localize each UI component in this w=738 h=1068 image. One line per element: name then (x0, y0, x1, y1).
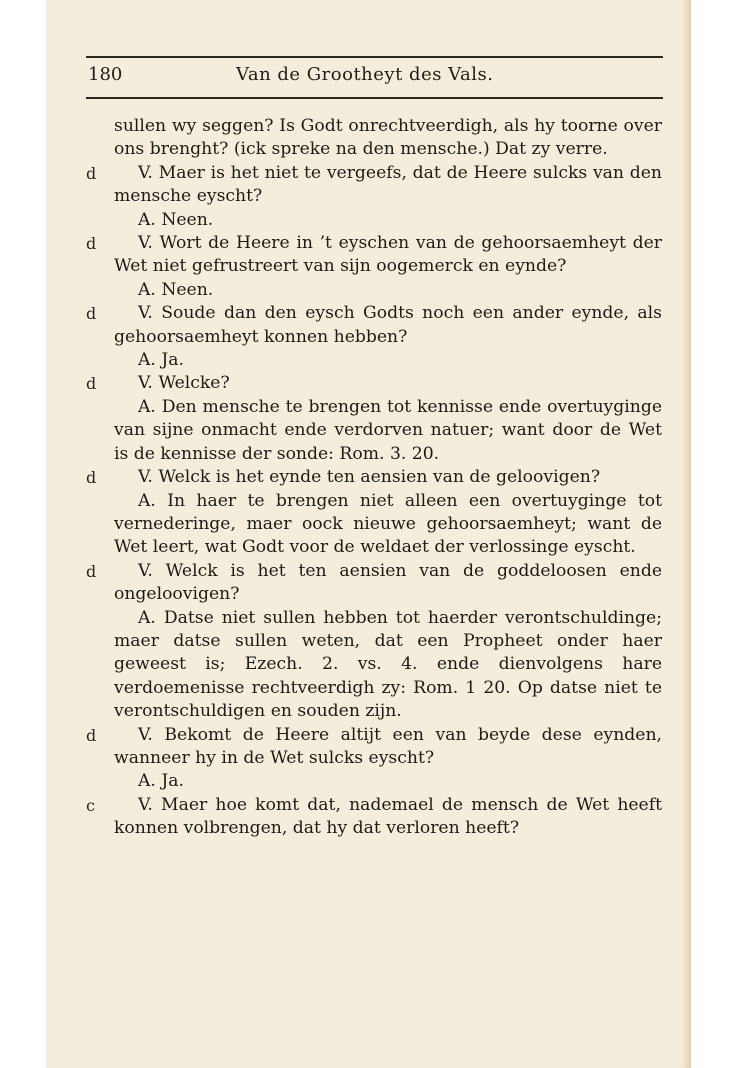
paragraph (114, 770, 662, 793)
paragraph (86, 232, 662, 279)
paragraph (86, 302, 662, 349)
margin-marker: d (86, 468, 97, 488)
paragraph-text: V. Soude dan den eysch Godts noch een ander eynde, als gehoorsaemheyt konnen hebben? (114, 303, 662, 347)
paragraph (86, 372, 662, 395)
paragraph (114, 490, 662, 560)
paragraph (86, 162, 662, 209)
paragraph (114, 349, 662, 372)
paragraph (86, 560, 662, 607)
paragraph-text: V. Welck is het eynde ten aensien van de geloovigen? (138, 467, 601, 488)
margin-marker: d (86, 561, 97, 581)
margin-marker: c (86, 795, 95, 815)
paragraph-text: A. Neen. (138, 279, 214, 300)
body-text (86, 115, 662, 841)
paragraph-text: A. In haer te brengen niet alleen een overtuyginge tot vernederinge, maer oock nieuwe gehoorsaemheyt; want de Wet leert, wat Godt voor de weldaet der verlossinge eyscht. (114, 490, 662, 558)
paragraph-text: V. Welcke? (138, 373, 230, 394)
margin-marker: d (86, 304, 97, 324)
paragraph-text: A. Datse niet sullen hebben tot haerder verontschuldinge; maer datse sullen weten, dat een Propheet onder haer geweest is; Ezech. 2. vs. 4. ende dienvolgens hare verdoemenisse rechtveerdigh zy: Rom. 1 20. Op datse niet te verontschuldigen en souden zijn. (114, 607, 662, 722)
paragraph-text: A. Den mensche te brengen tot kennisse ende overtuyginge van sijne onmacht ende verdorven natuer; want door de Wet is de kennisse der sonde: Rom. 3. 20. (114, 396, 662, 464)
header-rule-bottom (86, 97, 663, 99)
paragraph-text: V. Welck is het ten aensien van de goddeloosen ende ongeloovigen? (114, 560, 662, 605)
paragraph (86, 724, 662, 771)
paragraph (114, 396, 662, 466)
paragraph-text: A. Ja. (138, 771, 184, 792)
paragraph (114, 209, 662, 232)
header-rule-top (86, 56, 663, 58)
paragraph-text: V. Wort de Heere in ’t eyschen van de gehoorsaemheyt der Wet niet gefrustreert van sijn oogemerck en eynde? (114, 233, 662, 277)
running-title: Van de Grootheyt des Vals. (236, 64, 494, 85)
paragraph-text: V. Maer hoe komt dat, nademael de mensch de Wet heeft konnen volbrengen, dat hy dat verloren heeft? (114, 794, 662, 839)
margin-marker: d (86, 163, 97, 183)
margin-marker: d (86, 374, 97, 394)
paragraph-text: A. Neen. (138, 209, 214, 230)
paragraph (114, 279, 662, 302)
margin-marker: d (86, 234, 97, 254)
paragraph (114, 115, 662, 162)
book-page (46, 0, 691, 1068)
paragraph (114, 607, 662, 724)
paragraph-text: sullen wy seggen? Is Godt onrechtveerdigh, als hy toorne over ons brenght? (ick spreke na den mensche.) Dat zy verre. (114, 116, 662, 160)
paragraph-text: V. Bekomt de Heere altijt een van beyde dese eynden, wanneer hy in de Wet sulcks eyscht? (114, 724, 662, 768)
paragraph (86, 466, 662, 489)
paragraph (86, 794, 662, 841)
paragraph-text: A. Ja. (138, 350, 184, 371)
margin-marker: d (86, 725, 97, 745)
paragraph-text: V. Maer is het niet te vergeefs, dat de Heere sulcks van den mensche eyscht? (114, 162, 662, 207)
page-edge-shadow (681, 0, 691, 1068)
page-number: 180 (88, 64, 123, 85)
page-header (86, 62, 663, 90)
